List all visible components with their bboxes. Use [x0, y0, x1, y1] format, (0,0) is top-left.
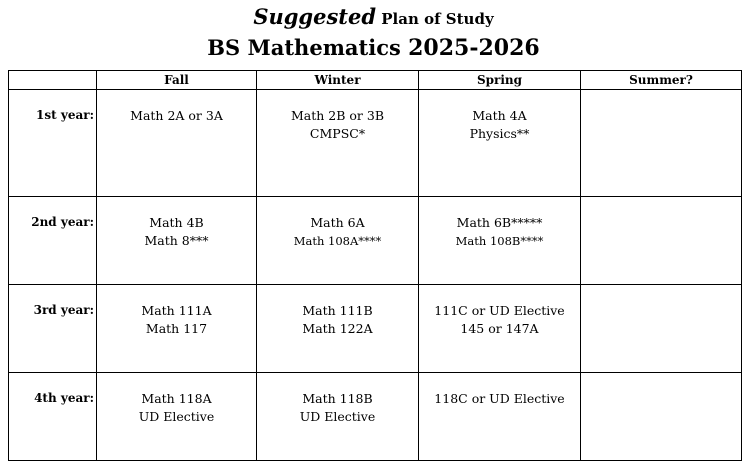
winter-cell	[257, 373, 419, 461]
summer-cell	[581, 285, 742, 373]
summer-cell	[581, 197, 742, 285]
header-spring: Spring	[419, 71, 581, 90]
header-winter: Winter	[257, 71, 419, 90]
table-row	[9, 373, 742, 461]
course-entry: Physics**	[469, 126, 530, 141]
course-entry: Math 6B*****	[456, 215, 543, 230]
course-entry: Math 111B	[302, 303, 373, 318]
title-rest: Plan of Study	[381, 10, 494, 28]
course-entry: Math 122A	[302, 321, 373, 336]
course-entry: UD Elective	[138, 409, 215, 424]
title-emphasis: Suggested	[253, 4, 377, 29]
header-summer: Summer?	[581, 71, 742, 90]
fall-cell	[97, 373, 257, 461]
summer-cell	[581, 90, 742, 197]
fall-cell	[97, 285, 257, 373]
header-fall: Fall	[97, 71, 257, 90]
header-corner	[9, 71, 97, 90]
course-entry: 118C or UD Elective	[434, 391, 565, 406]
fall-cell	[97, 90, 257, 197]
course-entry: Math 111A	[141, 303, 212, 318]
course-entry: Math 108A****	[293, 234, 382, 248]
course-entry: Math 2A or 3A	[130, 108, 223, 123]
course-entry: UD Elective	[299, 409, 376, 424]
course-entry: Math 117	[145, 321, 208, 336]
winter-cell	[257, 197, 419, 285]
row-label: 1st year:	[9, 90, 97, 197]
program-name: BS Mathematics	[207, 35, 401, 60]
course-entry: Math 118A	[141, 391, 212, 406]
course-entry: Math 8***	[144, 233, 209, 248]
fall-cell	[97, 197, 257, 285]
spring-cell	[419, 90, 581, 197]
course-entry: Math 2B or 3B	[290, 108, 385, 123]
course-entry: CMPSC*	[309, 126, 366, 141]
page-title	[0, 4, 747, 32]
table-row	[9, 90, 742, 197]
course-entry: Math 108B****	[455, 234, 544, 248]
row-label: 3rd year:	[9, 285, 97, 373]
header-row	[9, 71, 742, 90]
plan-table	[8, 70, 742, 461]
row-label: 4th year:	[9, 373, 97, 461]
summer-cell	[581, 373, 742, 461]
spring-cell	[419, 373, 581, 461]
winter-cell	[257, 90, 419, 197]
page-subtitle	[0, 33, 747, 63]
spring-cell	[419, 285, 581, 373]
course-entry: 145 or 147A	[460, 321, 539, 336]
course-entry: Math 4B	[149, 215, 204, 230]
course-entry: Math 4A	[472, 108, 527, 123]
row-label: 2nd year:	[9, 197, 97, 285]
table-row	[9, 197, 742, 285]
table-row	[9, 285, 742, 373]
winter-cell	[257, 285, 419, 373]
course-entry: Math 6A	[310, 215, 365, 230]
spring-cell	[419, 197, 581, 285]
course-entry: Math 118B	[302, 391, 373, 406]
course-entry: 111C or UD Elective	[434, 303, 565, 318]
academic-years: 2025-2026	[408, 35, 540, 61]
